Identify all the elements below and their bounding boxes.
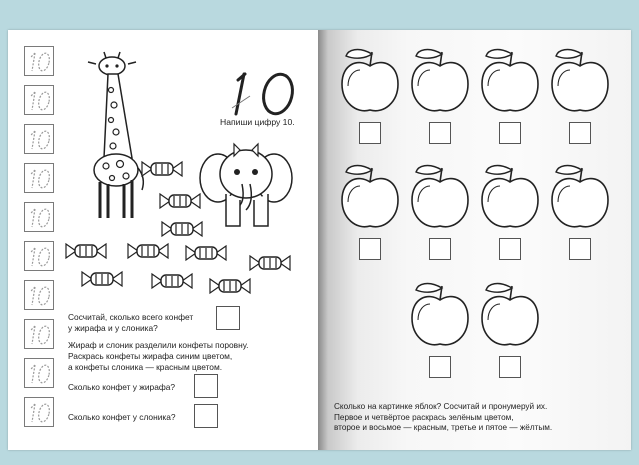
apple-icon [338, 44, 402, 116]
trace-box[interactable] [24, 358, 54, 388]
giraffe-illustration [78, 50, 148, 220]
candy-icon [248, 252, 292, 274]
answer-box-total[interactable] [216, 306, 240, 330]
apple-number-box[interactable] [569, 122, 591, 144]
apple-number-box[interactable] [429, 122, 451, 144]
trace-box[interactable] [24, 241, 54, 271]
elephant-illustration [196, 140, 296, 230]
trace-box[interactable] [24, 124, 54, 154]
apple-icon [548, 44, 612, 116]
apple-number-box[interactable] [359, 238, 381, 260]
trace-box[interactable] [24, 163, 54, 193]
trace-box[interactable] [24, 397, 54, 427]
apple-number-box[interactable] [429, 238, 451, 260]
apple-task-line-3: второе и восьмое — красным, третье и пятое — жёлтым. [334, 423, 553, 432]
trace-box[interactable] [24, 319, 54, 349]
question-giraffe: Сколько конфет у жирафа? [68, 382, 176, 392]
apple-number-box[interactable] [499, 238, 521, 260]
apple-task-line-1: Сколько на картинке яблок? Сосчитай и пронумеруй их. [334, 402, 548, 411]
apple-number-box[interactable] [359, 122, 381, 144]
candy-icon [80, 268, 124, 290]
candy-icon [140, 158, 184, 180]
trace-box[interactable] [24, 46, 54, 76]
trace-box[interactable] [24, 280, 54, 310]
candy-icon [208, 275, 252, 297]
apple-icon [478, 278, 542, 350]
apple-icon [338, 160, 402, 232]
apple-icon [478, 160, 542, 232]
apple-icon [478, 44, 542, 116]
apple-number-box[interactable] [499, 356, 521, 378]
candy-icon [150, 270, 194, 292]
instruction-share-line-1: Жираф и слоник разделили конфеты поровну. [68, 340, 249, 350]
right-page [318, 30, 631, 450]
apple-icon [408, 160, 472, 232]
question-elephant: Сколько конфет у слоника? [68, 412, 176, 422]
apple-task [334, 402, 552, 434]
question-total-line-1: Сосчитай, сколько всего конфет [68, 312, 194, 322]
instruction-share-line-3: а конфеты слоника — красным цветом. [68, 362, 223, 372]
apple-number-box[interactable] [429, 356, 451, 378]
apple-icon [408, 278, 472, 350]
apple-icon [408, 44, 472, 116]
candy-icon [184, 242, 228, 264]
instruction-share [68, 340, 248, 373]
trace-box[interactable] [24, 202, 54, 232]
write-instruction: Напиши цифру 10. [220, 117, 295, 127]
left-page [8, 30, 318, 450]
question-total-line-2: у жирафа и у слоника? [68, 323, 158, 333]
big-digit-ten [226, 70, 306, 123]
apple-icon [548, 160, 612, 232]
candy-icon [64, 240, 108, 262]
trace-box[interactable] [24, 85, 54, 115]
apple-number-box[interactable] [569, 238, 591, 260]
answer-box-giraffe[interactable] [194, 374, 218, 398]
answer-box-elephant[interactable] [194, 404, 218, 428]
instruction-share-line-2: Раскрась конфеты жирафа синим цветом, [68, 351, 233, 361]
workbook-spread [8, 30, 631, 450]
apple-task-line-2: Первое и четвёртое раскрась зелёным цветом, [334, 412, 514, 422]
candy-icon [160, 218, 204, 240]
apple-number-box[interactable] [499, 122, 521, 144]
question-total [68, 312, 193, 334]
candy-icon [158, 190, 202, 212]
candy-icon [126, 240, 170, 262]
